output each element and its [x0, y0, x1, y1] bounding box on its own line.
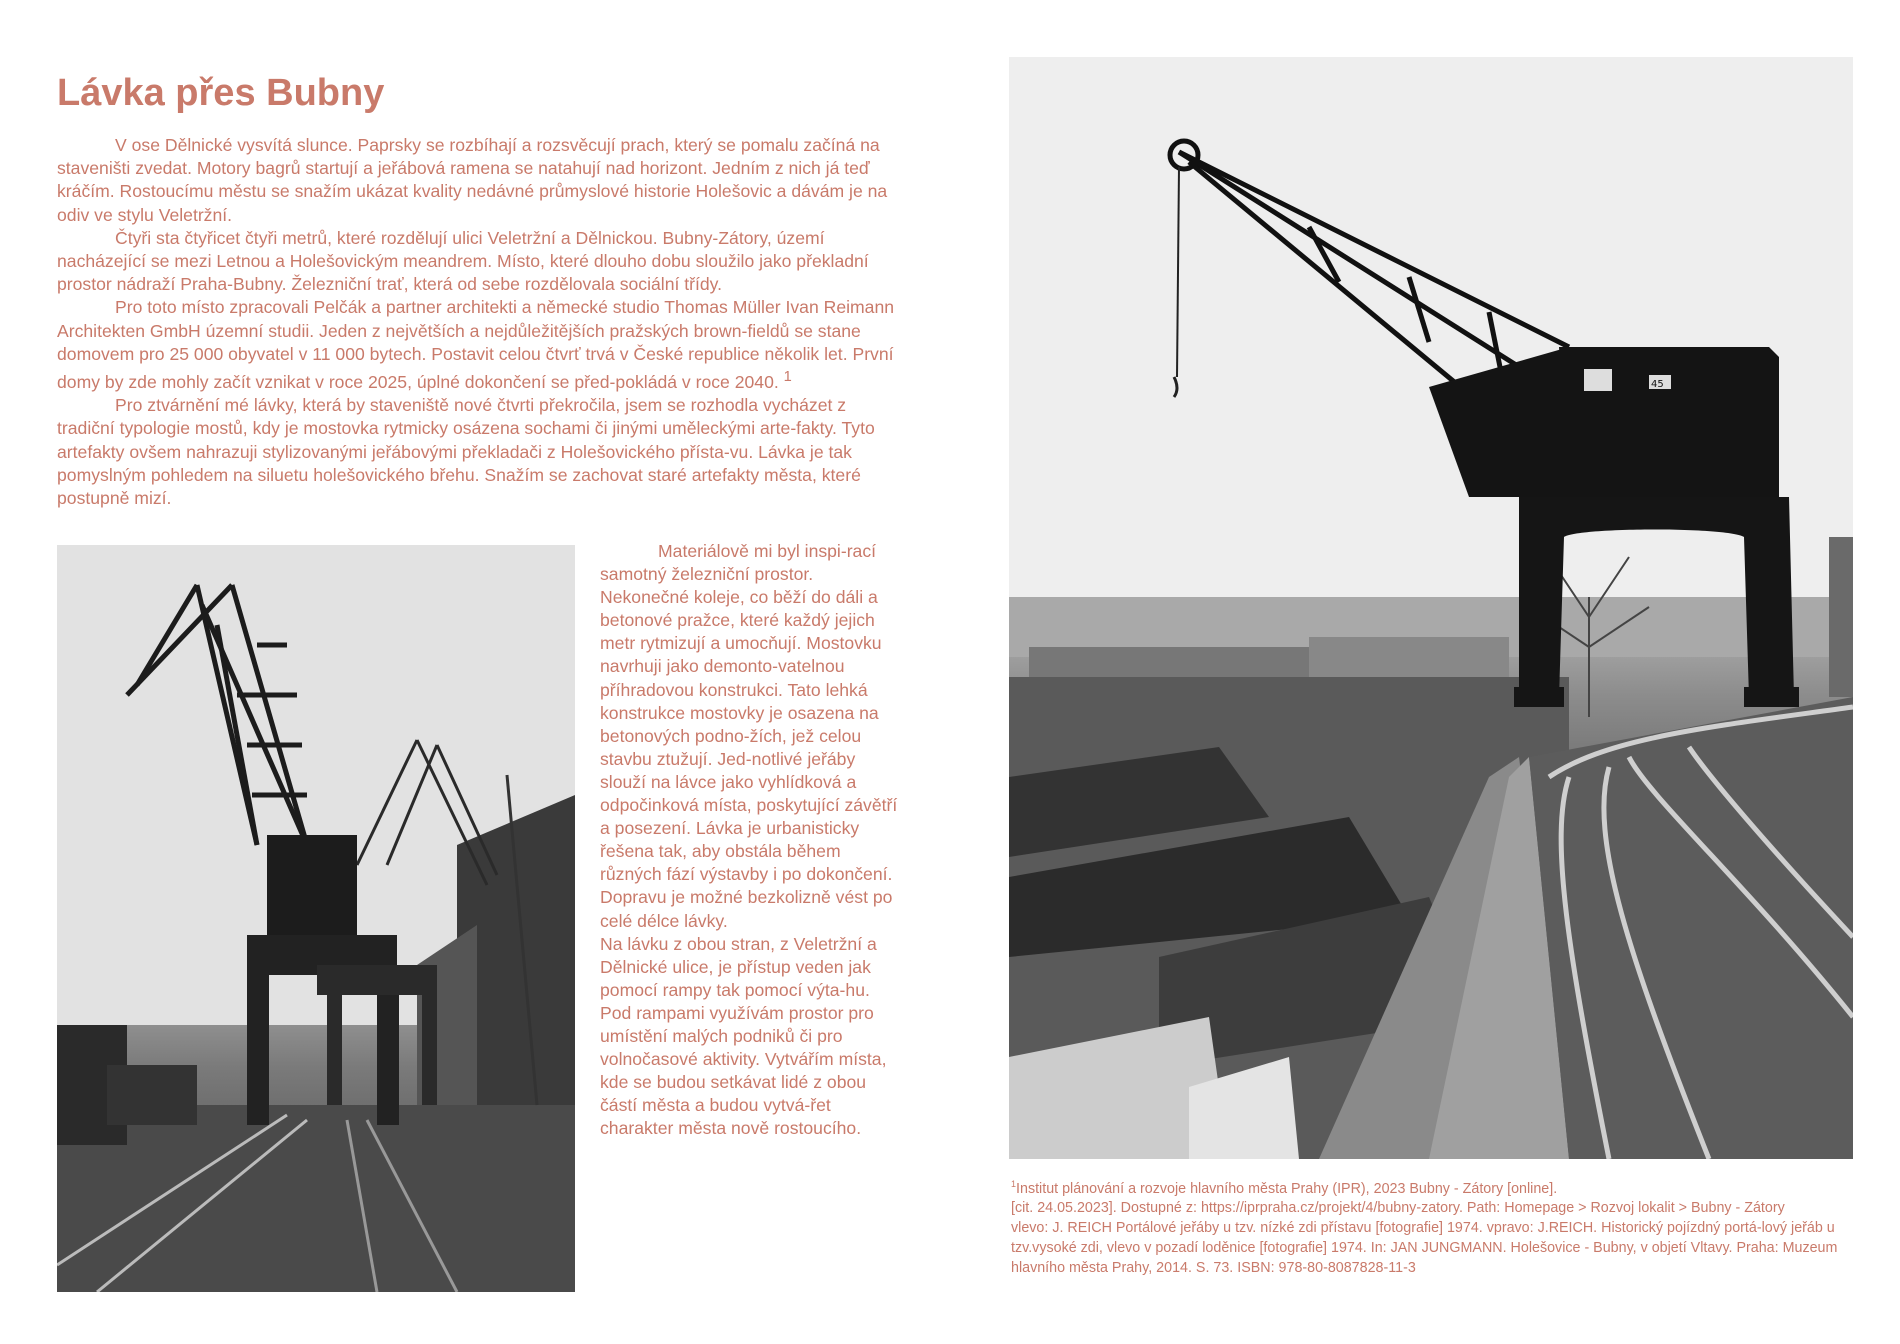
gantry-crane-photo-icon	[57, 545, 575, 1292]
side-paragraph: Materiálově mi byl inspi-rací samotný železniční prostor. Nekonečné koleje, co běží do dáli a betonové pražce, které každý jejich metr rytmizují a umocňují. Mostovku navrhuji jako demonto-vatelnou příhradovou konstrukci. Tato lehká konstrukce mostovky je osazena na betonových podno-žích, jež celou stavbu ztužují. Jed-notlivé jeřáby slouží na lávce jako vyhlídková a odpočinková místa, poskytující závětří a posezení. Lávka je urbanisticky řešena tak, aby obstála během různých fází výstavby i po dokončení. Dopravu je možné bezkolizně vést po celé délce lávky.	[600, 541, 898, 931]
photo-credits: vlevo: J. REICH Portálové jeřáby u tzv. nízké zdi přístavu [fotografie] 1974. vpravo: J.REICH. Historický pojízdný portá-lový jeřáb u tzv.vysoké zdi, vlevo v pozadí loděnice [fotografie] 1974. In: JAN JUNGMANN. Holešovice - Bubny, v objetí Vltavy. Praha: Muzeum hlavního města Prahy, 2014. S. 73. ISBN: 978-80-8087828-11-3	[1011, 1220, 1838, 1276]
footnote-marker: 1	[1011, 1179, 1017, 1189]
footnote-line-2: [cit. 24.05.2023]. Dostupné z: https://iprpraha.cz/projekt/4/bubny-zatory. Path: Homepage > Rozvoj lokalit > Bubny - Zátory	[1011, 1200, 1785, 1217]
intro-paragraph: V ose Dělnické vysvítá slunce. Paprsky se rozbíhají a rozsvěcují prach, který se pomalu začíná na staveništi zvedat. Motory bagrů startují a jeřábová ramena se natahují nad horizont. Jedním z nich já teď kráčím. Rostoucímu městu se snažím ukázat kvality nedávné průmyslové historie Holešovic a dávám je na odiv ve stylu Veletržní.	[57, 135, 888, 225]
intro-text	[57, 134, 907, 510]
intro-paragraph-text: Pro toto místo zpracovali Pelčák a partner architekti a německé studio Thomas Müller Ivan Reimann Architekten GmbH územní studii. Jeden z největších a nejdůležitějších pražských brown-fieldů se stane domovem pro 25 000 obyvatel v 11 000 bytech. Postavit celou čtvrť trvá v České republice několik let. První domy by zde mohly začít vznikat v roce 2025, úplné dokončení se před-pokládá v roce 2040.	[57, 297, 895, 392]
page-title: Lávka přes Bubny	[57, 72, 385, 114]
intro-paragraph: Čtyři sta čtyřicet čtyři metrů, které rozdělují ulici Veletržní a Dělnickou. Bubny-Zátory, území nacházející se mezi Letnou a Holešovickým meandrem. Místo, které dlouho dobu sloužilo jako překladní prostor nádraží Praha-Bubny. Železniční trať, která od sebe rozdělovala sociální třídy.	[57, 227, 869, 295]
footnote	[1011, 1175, 1856, 1278]
footnote-line-1: Institut plánování a rozvoje hlavního města Prahy (IPR), 2023 Bubny - Zátory [online].	[1016, 1180, 1558, 1197]
footnote-reference: 1	[783, 369, 792, 386]
side-text	[600, 540, 900, 1140]
left-crane-photo	[57, 545, 575, 1292]
right-crane-photo	[1009, 57, 1853, 1159]
harbour-crane-photo-icon	[1009, 57, 1853, 1159]
footnote-source	[1011, 1175, 1856, 1199]
intro-paragraph: Pro ztvárnění mé lávky, která by staveniště nové čtvrti překročila, jsem se rozhodla vycházet z tradiční typologie mostů, kdy je mostovka rytmicky osázena sochami či jinými uměleckými arte-fakty. Tyto artefakty ovšem nahrazuji stylizovanými jeřábovými překladači z Holešovického přísta-vu. Lávka je tak pomyslným pohledem na siluetu holešovického břehu. Snažím se zachovat staré artefakty města, které postupně mizí.	[57, 395, 875, 508]
intro-paragraph	[57, 296, 907, 394]
side-paragraph: Na lávku z obou stran, z Veletržní a Dělnické ulice, je přístup veden jak pomocí rampy tak pomocí výta-hu. Pod rampami využívám prostor pro umístění malých podniků či pro volnočasové aktivity. Vytvářím místa, kde se budou setkávat lidé z obou částí města a budou vytvá-řet charakter města nově rostoucího.	[600, 933, 887, 1139]
crane-number-sign: 45	[1651, 379, 1664, 390]
